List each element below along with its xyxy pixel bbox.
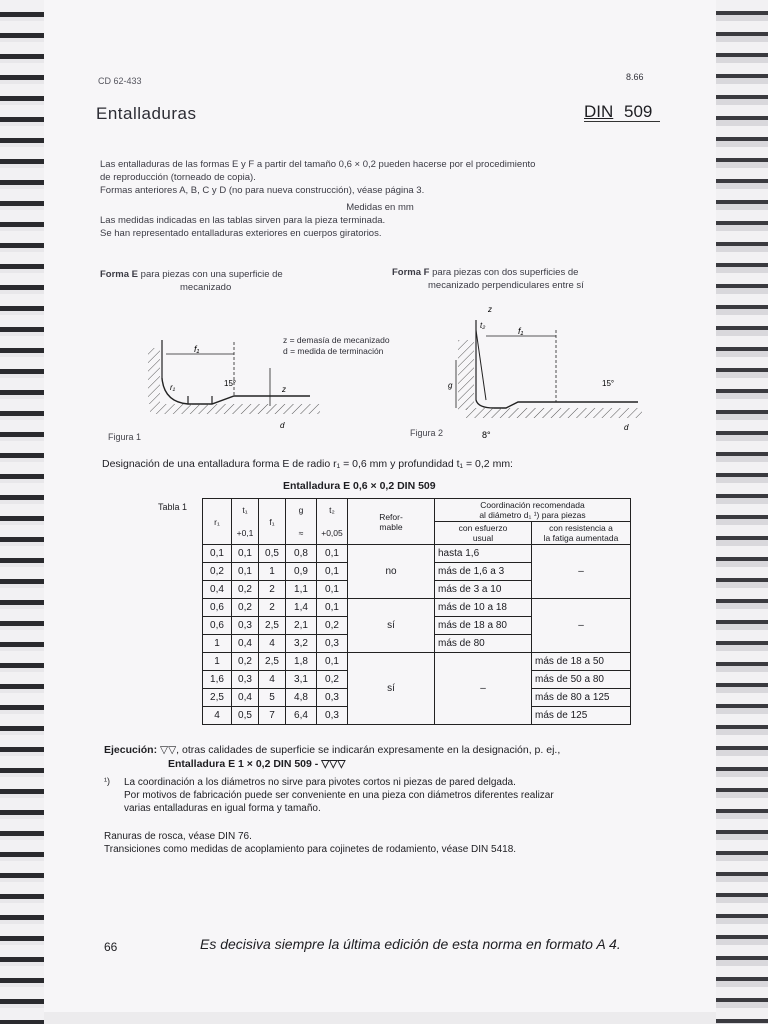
spiral-binding-left	[0, 0, 44, 1024]
header-g: g	[286, 499, 317, 522]
din-heading	[584, 102, 652, 122]
svg-text:f₁: f₁	[518, 326, 524, 336]
designation-sentence: Designación de una entalladura forma E de radio r₁ = 0,6 mm y profundidad t₁ = 0,2 mm:	[102, 458, 513, 470]
table-cell: más de 10 a 18	[435, 599, 532, 617]
measures-note: Medidas en mm	[346, 202, 414, 213]
intro-paragraph: Las entalladuras de las formas E y F a partir del tamaño 0,6 × 0,2 pueden hacerse por el procedimiento de reproducción (torneado de copia). Formas anteriores A, B, C y D (no para nueva construcción), véase página 3. Medidas en mm Las medidas indicadas en las tablas sirven para la pieza terminada. Se han representado entalladuras exteriores en cuerpos giratorios.	[100, 158, 680, 240]
table-cell: 7	[259, 707, 286, 725]
table-cell: más de 50 a 80	[532, 671, 631, 689]
ejecucion-text: ▽▽, otras calidades de superficie se indicarán expresamente en la designación, p. ej.,	[160, 744, 561, 756]
table-cell: 4,8	[286, 689, 317, 707]
table-cell: 1,6	[203, 671, 232, 689]
svg-text:g: g	[448, 381, 453, 390]
table-cell: 0,2	[232, 581, 259, 599]
din-number: 509	[624, 102, 653, 121]
table-cell: 0,3	[232, 617, 259, 635]
table-row	[203, 599, 631, 617]
header-t1: t₁	[232, 499, 259, 522]
table-cell: 4	[259, 671, 286, 689]
svg-text:d: d	[624, 423, 629, 432]
table-cell: 0,5	[232, 707, 259, 725]
table-cell: 3,2	[286, 635, 317, 653]
table-cell: 0,2	[317, 617, 348, 635]
table-row	[203, 545, 631, 563]
table-cell: 0,2	[203, 563, 232, 581]
forma-e-label: Forma E para piezas con una superficie de mecanizado	[100, 269, 283, 293]
figure-1-caption: Figura 1	[108, 432, 142, 442]
table-cell: 2	[259, 581, 286, 599]
angle-15-label-1: 15°	[224, 379, 237, 388]
table-cell: 1,8	[286, 653, 317, 671]
table-cell: 0,2	[232, 653, 259, 671]
header-coordination: Coordinación recomendada al diámetro d₁ ¹) para piezas	[435, 499, 631, 522]
table-cell: 2,5	[259, 653, 286, 671]
table-cell: 4	[259, 635, 286, 653]
header-f1: f₁	[259, 499, 286, 545]
din-label: DIN	[584, 102, 614, 121]
legend-z: z = demasía de mecanizado	[283, 335, 390, 345]
table-cell: 1	[203, 653, 232, 671]
table-cell: 6,4	[286, 707, 317, 725]
reformable-no: no	[348, 545, 435, 599]
table-cell: 0,1	[317, 563, 348, 581]
figure-2-drawing	[448, 300, 648, 440]
forma-f-label: Forma F para piezas con dos superficies de mecanizado perpendiculares entre sí	[392, 267, 584, 291]
table-cell: más de 1,6 a 3	[435, 563, 532, 581]
title-rule	[584, 121, 660, 122]
table-cell: 2,5	[203, 689, 232, 707]
angle-8-label: 8°	[482, 430, 491, 440]
angle-15-label-2: 15°	[602, 379, 615, 388]
table-cell: 0,1	[317, 653, 348, 671]
table-cell: 0,2	[232, 599, 259, 617]
header-t1-tol: +0,1	[232, 522, 259, 545]
document-code: CD 62-433	[98, 76, 142, 86]
reformable-si-1: sí	[348, 599, 435, 653]
table-cell: 4	[203, 707, 232, 725]
page-reference: 8.66	[626, 72, 644, 82]
table-cell: 2,1	[286, 617, 317, 635]
table-cell: 0,3	[317, 635, 348, 653]
usual-dash: –	[435, 653, 532, 725]
table-cell: 0,1	[232, 563, 259, 581]
svg-text:f₁: f₁	[194, 344, 200, 354]
table-cell: 0,1	[317, 599, 348, 617]
table-label: Tabla 1	[158, 502, 188, 512]
svg-text:z: z	[488, 305, 492, 314]
table-cell: 0,2	[317, 671, 348, 689]
ejecucion-line	[104, 744, 560, 756]
table-cell: 0,4	[232, 635, 259, 653]
header-t2-tol: +0,05	[317, 522, 348, 545]
ejecucion-example: Entalladura E 1 × 0,2 DIN 509 - ▽▽▽	[168, 758, 346, 770]
page-number: 66	[104, 940, 118, 954]
table-cell: 1	[203, 635, 232, 653]
footer-note: Es decisiva siempre la última edición de esta norma en formato A 4.	[200, 936, 621, 952]
reformable-si-2: sí	[348, 653, 435, 725]
table-cell: 0,1	[232, 545, 259, 563]
table-cell: 0,8	[286, 545, 317, 563]
page-title: Entalladuras	[96, 104, 197, 123]
footnote-text: La coordinación a los diámetros no sirve para pivotes cortos ni piezas de pared delgada. Por motivos de fabricación puede ser conveniente en una pieza con diámetros diferentes realizar varias entalladuras en igual forma y tamaño.	[124, 777, 554, 814]
table-cell: 0,3	[317, 707, 348, 725]
svg-text:z: z	[282, 385, 286, 394]
table-cell: más de 125	[532, 707, 631, 725]
figure-2-caption: Figura 2	[410, 428, 444, 438]
tabla-1	[202, 498, 631, 725]
table-cell: 0,9	[286, 563, 317, 581]
table-cell: 0,1	[203, 545, 232, 563]
table-cell: 3,1	[286, 671, 317, 689]
table-cell: más de 18 a 80	[435, 617, 532, 635]
table-cell: 1,4	[286, 599, 317, 617]
table-row	[203, 653, 631, 671]
ref-din-5418: Transiciones como medidas de acoplamiento para cojinetes de rodamiento, véase DIN 5418.	[104, 844, 517, 855]
table-cell: 0,6	[203, 599, 232, 617]
svg-text:r₁: r₁	[170, 383, 176, 392]
table-cell: 0,4	[203, 581, 232, 599]
spiral-binding-right	[716, 0, 768, 1024]
table-cell: 0,6	[203, 617, 232, 635]
table-cell: 0,3	[317, 689, 348, 707]
fatiga-dash-1: –	[532, 545, 631, 599]
table-cell: más de 18 a 50	[532, 653, 631, 671]
footnote-mark: ¹)	[104, 776, 110, 786]
header-reformable: Refor- mable	[348, 499, 435, 545]
svg-text:t₂: t₂	[480, 321, 486, 330]
header-g-tol: ≈	[286, 522, 317, 545]
fatiga-dash-2: –	[532, 599, 631, 653]
table-cell: 1,1	[286, 581, 317, 599]
header-r1: r₁	[203, 499, 232, 545]
ref-din-76: Ranuras de rosca, véase DIN 76.	[104, 831, 252, 842]
header-t2: t₂	[317, 499, 348, 522]
header-fatiga: con resistencia a la fatiga aumentada	[532, 522, 631, 545]
svg-text:d: d	[280, 421, 285, 430]
table-cell: 2	[259, 599, 286, 617]
table-cell: 5	[259, 689, 286, 707]
table-cell: 0,4	[232, 689, 259, 707]
table-cell: 2,5	[259, 617, 286, 635]
table-cell: más de 80	[435, 635, 532, 653]
header-esfuerzo: con esfuerzo usual	[435, 522, 532, 545]
table-cell: 0,3	[232, 671, 259, 689]
legend-d: d = medida de terminación	[283, 346, 384, 356]
table-cell: 0,5	[259, 545, 286, 563]
designation-example: Entalladura E 0,6 × 0,2 DIN 509	[283, 480, 436, 492]
table-cell: más de 80 a 125	[532, 689, 631, 707]
figure-1-drawing	[130, 338, 330, 433]
table-cell: 1	[259, 563, 286, 581]
table-cell: 0,1	[317, 545, 348, 563]
table-cell: hasta 1,6	[435, 545, 532, 563]
references	[104, 830, 516, 856]
table-cell: más de 3 a 10	[435, 581, 532, 599]
table-cell: 0,1	[317, 581, 348, 599]
ejecucion-label: Ejecución:	[104, 744, 158, 756]
